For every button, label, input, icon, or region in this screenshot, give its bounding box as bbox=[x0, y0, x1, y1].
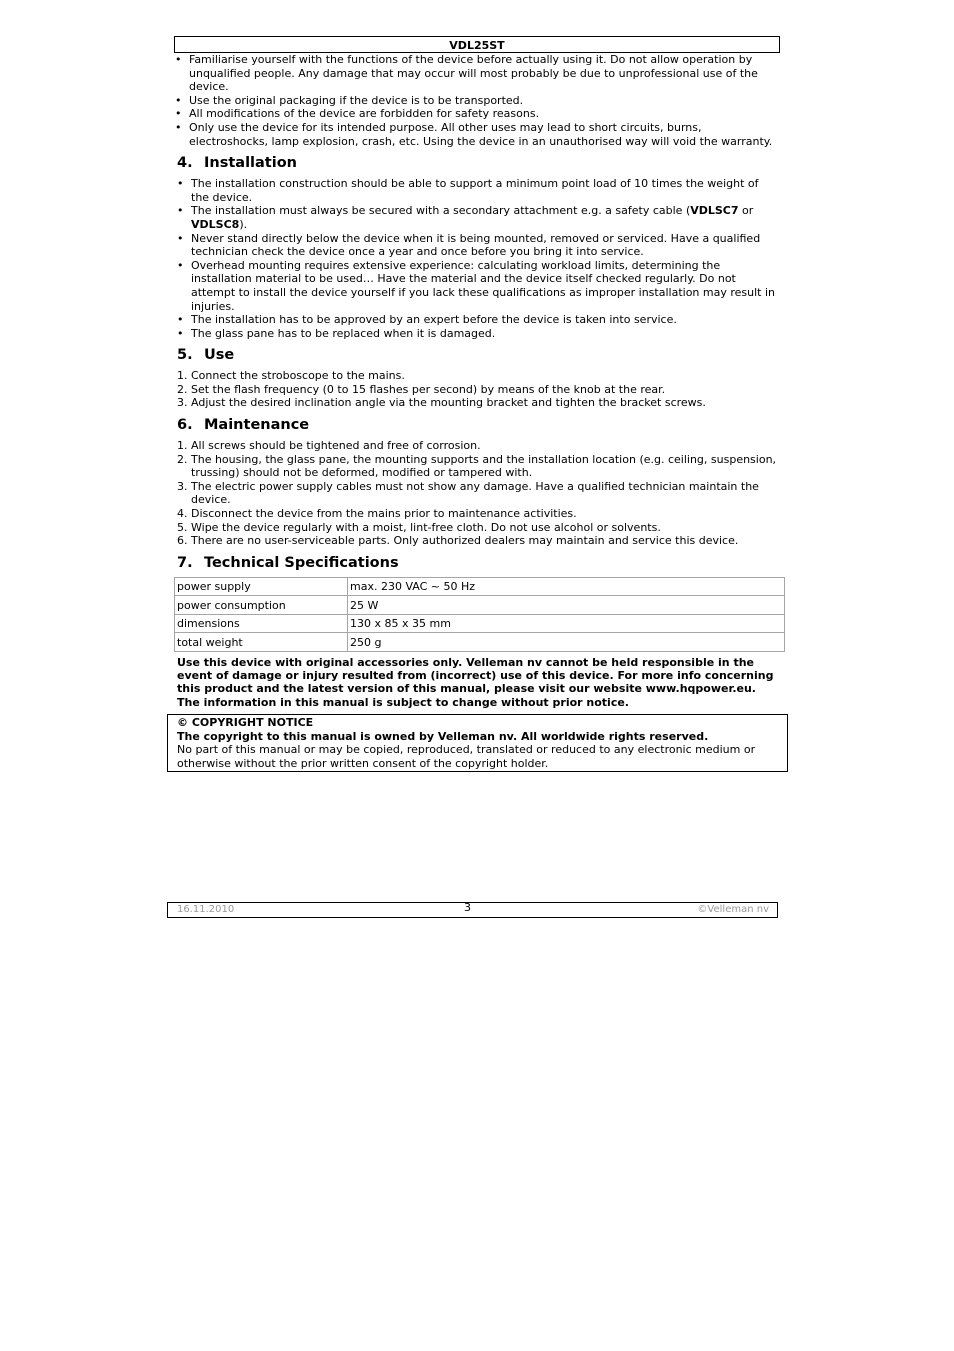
step-number: 4. bbox=[177, 507, 188, 521]
safety-cable-text: The installation must always be secured with a secondary attachment e.g. a safety cable ( bbox=[191, 204, 691, 218]
spec-label: dimensions bbox=[175, 614, 348, 633]
list-item: • The installation has to be approved by an expert before the device is taken into service. bbox=[177, 313, 780, 327]
step-text: Set the flash frequency (0 to 15 flashes per second) by means of the knob at the rear. bbox=[191, 382, 666, 396]
intro-bullet-list bbox=[175, 53, 780, 148]
section-heading-use bbox=[177, 346, 780, 364]
spec-value: 130 x 85 x 35 mm bbox=[348, 614, 785, 633]
copyright-owner: The copyright to this manual is owned by Velleman nv. All worldwide rights reserved. bbox=[177, 729, 709, 743]
section-title: Technical Specifications bbox=[204, 554, 399, 571]
table-row bbox=[175, 596, 785, 615]
list-item: • Familiarise yourself with the functions of the device before actually using it. Do not allow operation by unqualified people. Any damage that may occur will most probably be due to unprofessional use of the device. bbox=[175, 53, 780, 94]
step-number: 3. bbox=[177, 396, 188, 410]
footer-date: 16.11.2010 bbox=[177, 904, 235, 915]
list-item bbox=[177, 507, 780, 521]
section-heading-specifications bbox=[177, 554, 780, 572]
step-text: The housing, the glass pane, the mounting supports and the installation location (e.g. ceiling, suspension, trussing) should not be deformed, modified or tampered with. bbox=[191, 452, 777, 480]
step-text: Disconnect the device from the mains prior to maintenance activities. bbox=[191, 507, 577, 521]
list-item bbox=[177, 204, 780, 231]
copyright-heading: © COPYRIGHT NOTICE bbox=[177, 716, 314, 729]
spec-value: 250 g bbox=[348, 633, 785, 652]
list-item: • The glass pane has to be replaced when it is damaged. bbox=[177, 327, 780, 341]
page-number: 3 bbox=[464, 901, 471, 914]
spec-value: 25 W bbox=[348, 596, 785, 615]
step-text: The electric power supply cables must not show any damage. Have a qualified technician maintain the device. bbox=[191, 479, 759, 507]
section-title: Maintenance bbox=[204, 417, 310, 434]
step-number: 2. bbox=[177, 382, 188, 396]
list-item: • Overhead mounting requires extensive experience: calculating workload limits, determining the installation material to be used… Have the material and the device itself checked regularly. Do not attempt to install the device yourself if you lack these qualifications as improper installation may result in injuries. bbox=[177, 259, 780, 313]
page-header-model: VDL25ST bbox=[174, 36, 780, 53]
specifications-table bbox=[174, 577, 785, 652]
page-content bbox=[177, 53, 780, 772]
list-item bbox=[177, 480, 780, 507]
section-number: 5. bbox=[177, 347, 193, 364]
connector-text: or bbox=[738, 204, 754, 218]
list-item bbox=[177, 521, 780, 535]
step-number: 6. bbox=[177, 534, 188, 548]
copyright-body: No part of this manual or may be copied, reproduced, translated or reduced to any electronic medium or otherwise without the prior written consent of the copyright holder. bbox=[177, 743, 756, 770]
section-number: 4. bbox=[177, 155, 193, 172]
step-text: Connect the stroboscope to the mains. bbox=[191, 369, 405, 383]
list-item: • All modifications of the device are forbidden for safety reasons. bbox=[175, 107, 780, 121]
step-text: There are no user-serviceable parts. Only authorized dealers may maintain and service this device. bbox=[191, 534, 739, 548]
step-text: Wipe the device regularly with a moist, lint-free cloth. Do not use alcohol or solvents. bbox=[191, 520, 661, 534]
list-item bbox=[177, 383, 780, 397]
section-number: 7. bbox=[177, 554, 193, 571]
list-item bbox=[177, 534, 780, 548]
list-item bbox=[177, 369, 780, 383]
table-row bbox=[175, 633, 785, 652]
spec-value: max. 230 VAC ~ 50 Hz bbox=[348, 577, 785, 596]
step-text: Adjust the desired inclination angle via the mounting bracket and tighten the bracket screws. bbox=[191, 396, 706, 410]
step-number: 3. bbox=[177, 479, 188, 493]
step-text: All screws should be tightened and free of corrosion. bbox=[191, 439, 481, 453]
section-number: 6. bbox=[177, 417, 193, 434]
list-item: • Only use the device for its intended purpose. All other uses may lead to short circuits, burns, electroshocks, lamp explosion, crash, etc. Using the device in an unauthorised way will void the warranty. bbox=[175, 121, 780, 148]
product-code-vdlsc8: VDLSC8 bbox=[191, 217, 240, 231]
spec-label: total weight bbox=[175, 633, 348, 652]
installation-bullet-list bbox=[177, 177, 780, 340]
closing-text: ). bbox=[239, 217, 248, 231]
spec-label: power supply bbox=[175, 577, 348, 596]
section-title: Use bbox=[204, 347, 235, 364]
list-item: • Never stand directly below the device when it is being mounted, removed or serviced. Have a qualified technician check the device once a year and once before you bring it into service. bbox=[177, 232, 780, 259]
product-code-vdlsc7: VDLSC7 bbox=[690, 204, 739, 218]
list-item: • Use the original packaging if the device is to be transported. bbox=[175, 94, 780, 108]
step-number: 1. bbox=[177, 369, 188, 383]
section-heading-installation bbox=[177, 154, 780, 172]
step-number: 2. bbox=[177, 452, 188, 466]
maintenance-step-list bbox=[177, 439, 780, 548]
list-item bbox=[177, 396, 780, 410]
list-item: • The installation construction should be able to support a minimum point load of 10 times the weight of the device. bbox=[177, 177, 780, 204]
section-title: Installation bbox=[204, 155, 297, 172]
disclaimer-text: Use this device with original accessories only. Velleman nv cannot be held responsible in the event of damage or injury resulted from (incorrect) use of this device. For more info concerning this product and the latest version of this manual, please visit our website www.hqpower.eu. The information in this manual is subject to change without prior notice. bbox=[177, 655, 774, 709]
step-number: 5. bbox=[177, 520, 188, 534]
table-row bbox=[175, 577, 785, 596]
page-footer bbox=[167, 902, 778, 918]
list-item bbox=[177, 439, 780, 453]
spec-label: power consumption bbox=[175, 596, 348, 615]
use-step-list bbox=[177, 369, 780, 410]
list-item bbox=[177, 453, 780, 480]
step-number: 1. bbox=[177, 439, 188, 453]
footer-company: ©Velleman nv bbox=[697, 904, 769, 915]
copyright-notice-box bbox=[167, 714, 788, 772]
table-row bbox=[175, 614, 785, 633]
section-heading-maintenance bbox=[177, 416, 780, 434]
